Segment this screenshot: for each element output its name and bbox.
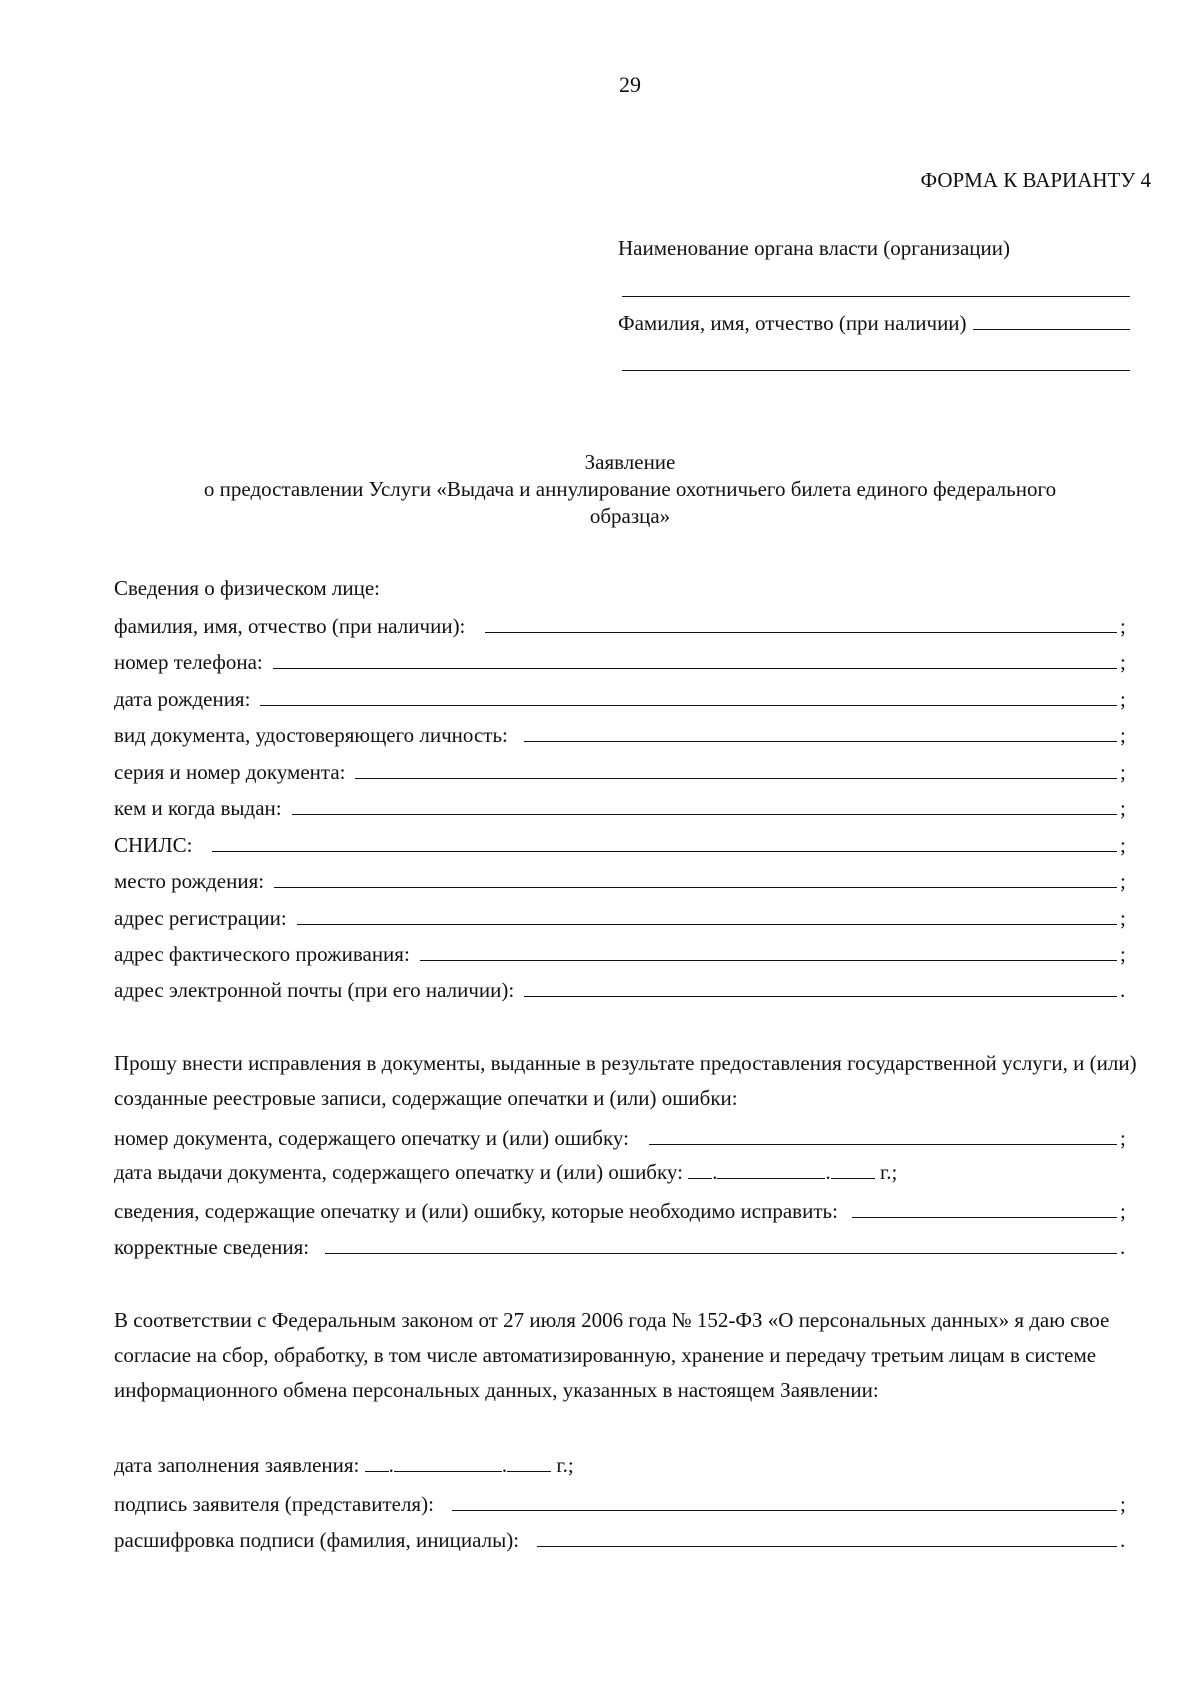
field-row-phone: [114, 648, 1130, 676]
correct-info-label: корректные сведения:: [114, 1235, 310, 1259]
field-label: дата рождения:: [114, 687, 251, 711]
person-heading-row: [114, 576, 1130, 604]
issue-day-input[interactable]: [688, 1160, 712, 1179]
signature-label: подпись заявителя (представителя):: [114, 1492, 434, 1516]
field-end: ;: [1120, 796, 1126, 820]
field-row-birth-date: [114, 685, 1130, 713]
page-number: 29: [619, 72, 641, 97]
form-label: ФОРМА К ВАРИАНТУ 4: [920, 168, 1151, 192]
field-row-birth-place: [114, 867, 1130, 895]
field-end: ;: [1120, 614, 1126, 638]
field-label: место рождения:: [114, 869, 265, 893]
birth-place-input[interactable]: [274, 867, 1117, 888]
fill-date-label: дата заполнения заявления:: [114, 1453, 360, 1477]
error-info-row: [114, 1197, 1130, 1225]
issue-date-sep-2: .: [825, 1160, 831, 1184]
issue-month-input[interactable]: [717, 1160, 825, 1179]
issued-by-input[interactable]: [292, 794, 1117, 815]
field-row-id-document-type: [114, 721, 1130, 749]
field-end: ;: [1120, 650, 1126, 674]
signature-decoding-input[interactable]: [537, 1526, 1117, 1547]
signature-decoding-label: расшифровка подписи (фамилия, инициалы):: [114, 1528, 520, 1552]
name-row: [618, 309, 1130, 336]
doc-number-end: ;: [1120, 1126, 1126, 1150]
fill-date-sep-1: .: [388, 1453, 394, 1477]
doc-number-row: [114, 1124, 1130, 1152]
actual-address-input[interactable]: [420, 940, 1117, 961]
field-end: ;: [1120, 687, 1126, 711]
birth-date-input[interactable]: [260, 685, 1117, 706]
signature-decoding-row: [114, 1526, 1130, 1554]
field-label: кем и когда выдан:: [114, 796, 282, 820]
fill-date-row: [114, 1453, 574, 1478]
phone-input[interactable]: [273, 648, 1117, 669]
field-end: ;: [1120, 760, 1126, 784]
consent-text: В соответствии с Федеральным законом от 27 июля 2006 года № 152-ФЗ «О персональных данных» я даю свое согласие на сбор, обработку, в том числе автоматизированную, хранение и передачу третьим лицам в системе информационного обмена персональных данных, указанных в настоящем Заявлении:: [114, 1308, 1110, 1402]
person-heading: Сведения о физическом лице:: [114, 576, 380, 600]
authority-label: Наименование органа власти (организации): [618, 236, 1010, 260]
correct-info-end: .: [1120, 1235, 1126, 1259]
snils-input[interactable]: [212, 831, 1117, 852]
full-name-input[interactable]: [485, 612, 1117, 633]
correction-request-text: Прошу внести исправления в документы, выданные в результате предоставления государственной услуги, и (или) созданные реестровые записи, содержащие опечатки и (или) ошибки:: [114, 1051, 1137, 1110]
field-row-snils: [114, 831, 1130, 859]
title-line-3: образца»: [589, 504, 671, 528]
field-row-email: [114, 976, 1130, 1004]
fill-date-sep-2: .: [501, 1453, 508, 1477]
correct-info-row: [114, 1233, 1130, 1261]
field-row-issued-by: [114, 794, 1130, 822]
title-line-1: Заявление: [584, 450, 676, 474]
name-field[interactable]: [973, 309, 1130, 330]
fill-day-input[interactable]: [365, 1453, 389, 1472]
doc-number-label: номер документа, содержащего опечатку и (или) ошибку:: [114, 1126, 629, 1150]
signature-row: [114, 1490, 1130, 1518]
field-row-document-series: [114, 758, 1130, 786]
error-info-input[interactable]: [852, 1197, 1117, 1218]
field-end: .: [1120, 978, 1126, 1002]
field-row-actual-address: [114, 940, 1130, 968]
issue-date-sep-1: .: [712, 1160, 718, 1184]
fill-date-suffix: г.;: [556, 1453, 574, 1477]
field-end: ;: [1120, 723, 1126, 747]
field-end: ;: [1120, 906, 1126, 930]
issue-date-row: [114, 1160, 897, 1185]
issue-date-suffix: г.;: [879, 1160, 898, 1184]
field-label: адрес фактического проживания:: [114, 942, 410, 966]
signature-input[interactable]: [452, 1490, 1117, 1511]
signature-end: ;: [1120, 1492, 1126, 1516]
issue-year-input[interactable]: [831, 1160, 875, 1179]
correct-info-input[interactable]: [325, 1233, 1117, 1254]
field-label: фамилия, имя, отчество (при наличии):: [114, 614, 466, 638]
field-end: ;: [1120, 833, 1126, 857]
name-field-continued[interactable]: [622, 370, 1130, 371]
issue-date-label: дата выдачи документа, содержащего опечатку и (или) ошибку:: [114, 1160, 683, 1184]
field-row-registration-address: [114, 904, 1130, 932]
signature-decoding-end: .: [1120, 1528, 1126, 1552]
registration-address-input[interactable]: [297, 904, 1117, 925]
field-label: серия и номер документа:: [114, 760, 346, 784]
fill-month-input[interactable]: [394, 1453, 502, 1472]
fill-year-input[interactable]: [507, 1453, 551, 1472]
name-label: Фамилия, имя, отчество (при наличии): [618, 311, 967, 335]
field-end: ;: [1120, 869, 1126, 893]
field-label: вид документа, удостоверяющего личность:: [114, 723, 508, 747]
id-document-type-input[interactable]: [524, 721, 1117, 742]
authority-field[interactable]: [622, 296, 1130, 297]
field-label: адрес электронной почты (при его наличии):: [114, 978, 515, 1002]
field-end: ;: [1120, 942, 1126, 966]
error-info-label: сведения, содержащие опечатку и (или) ошибку, которые необходимо исправить:: [114, 1199, 838, 1223]
field-label: адрес регистрации:: [114, 906, 287, 930]
doc-number-input[interactable]: [649, 1124, 1117, 1145]
document-series-input[interactable]: [355, 758, 1117, 779]
field-label: номер телефона:: [114, 650, 263, 674]
title-line-2: о предоставлении Услуги «Выдача и аннулирование охотничьего билета единого федерального: [203, 477, 1057, 501]
field-row-full-name: [114, 612, 1130, 640]
error-info-end: ;: [1120, 1199, 1126, 1223]
field-label: СНИЛС:: [114, 833, 193, 857]
email-input[interactable]: [524, 976, 1117, 997]
